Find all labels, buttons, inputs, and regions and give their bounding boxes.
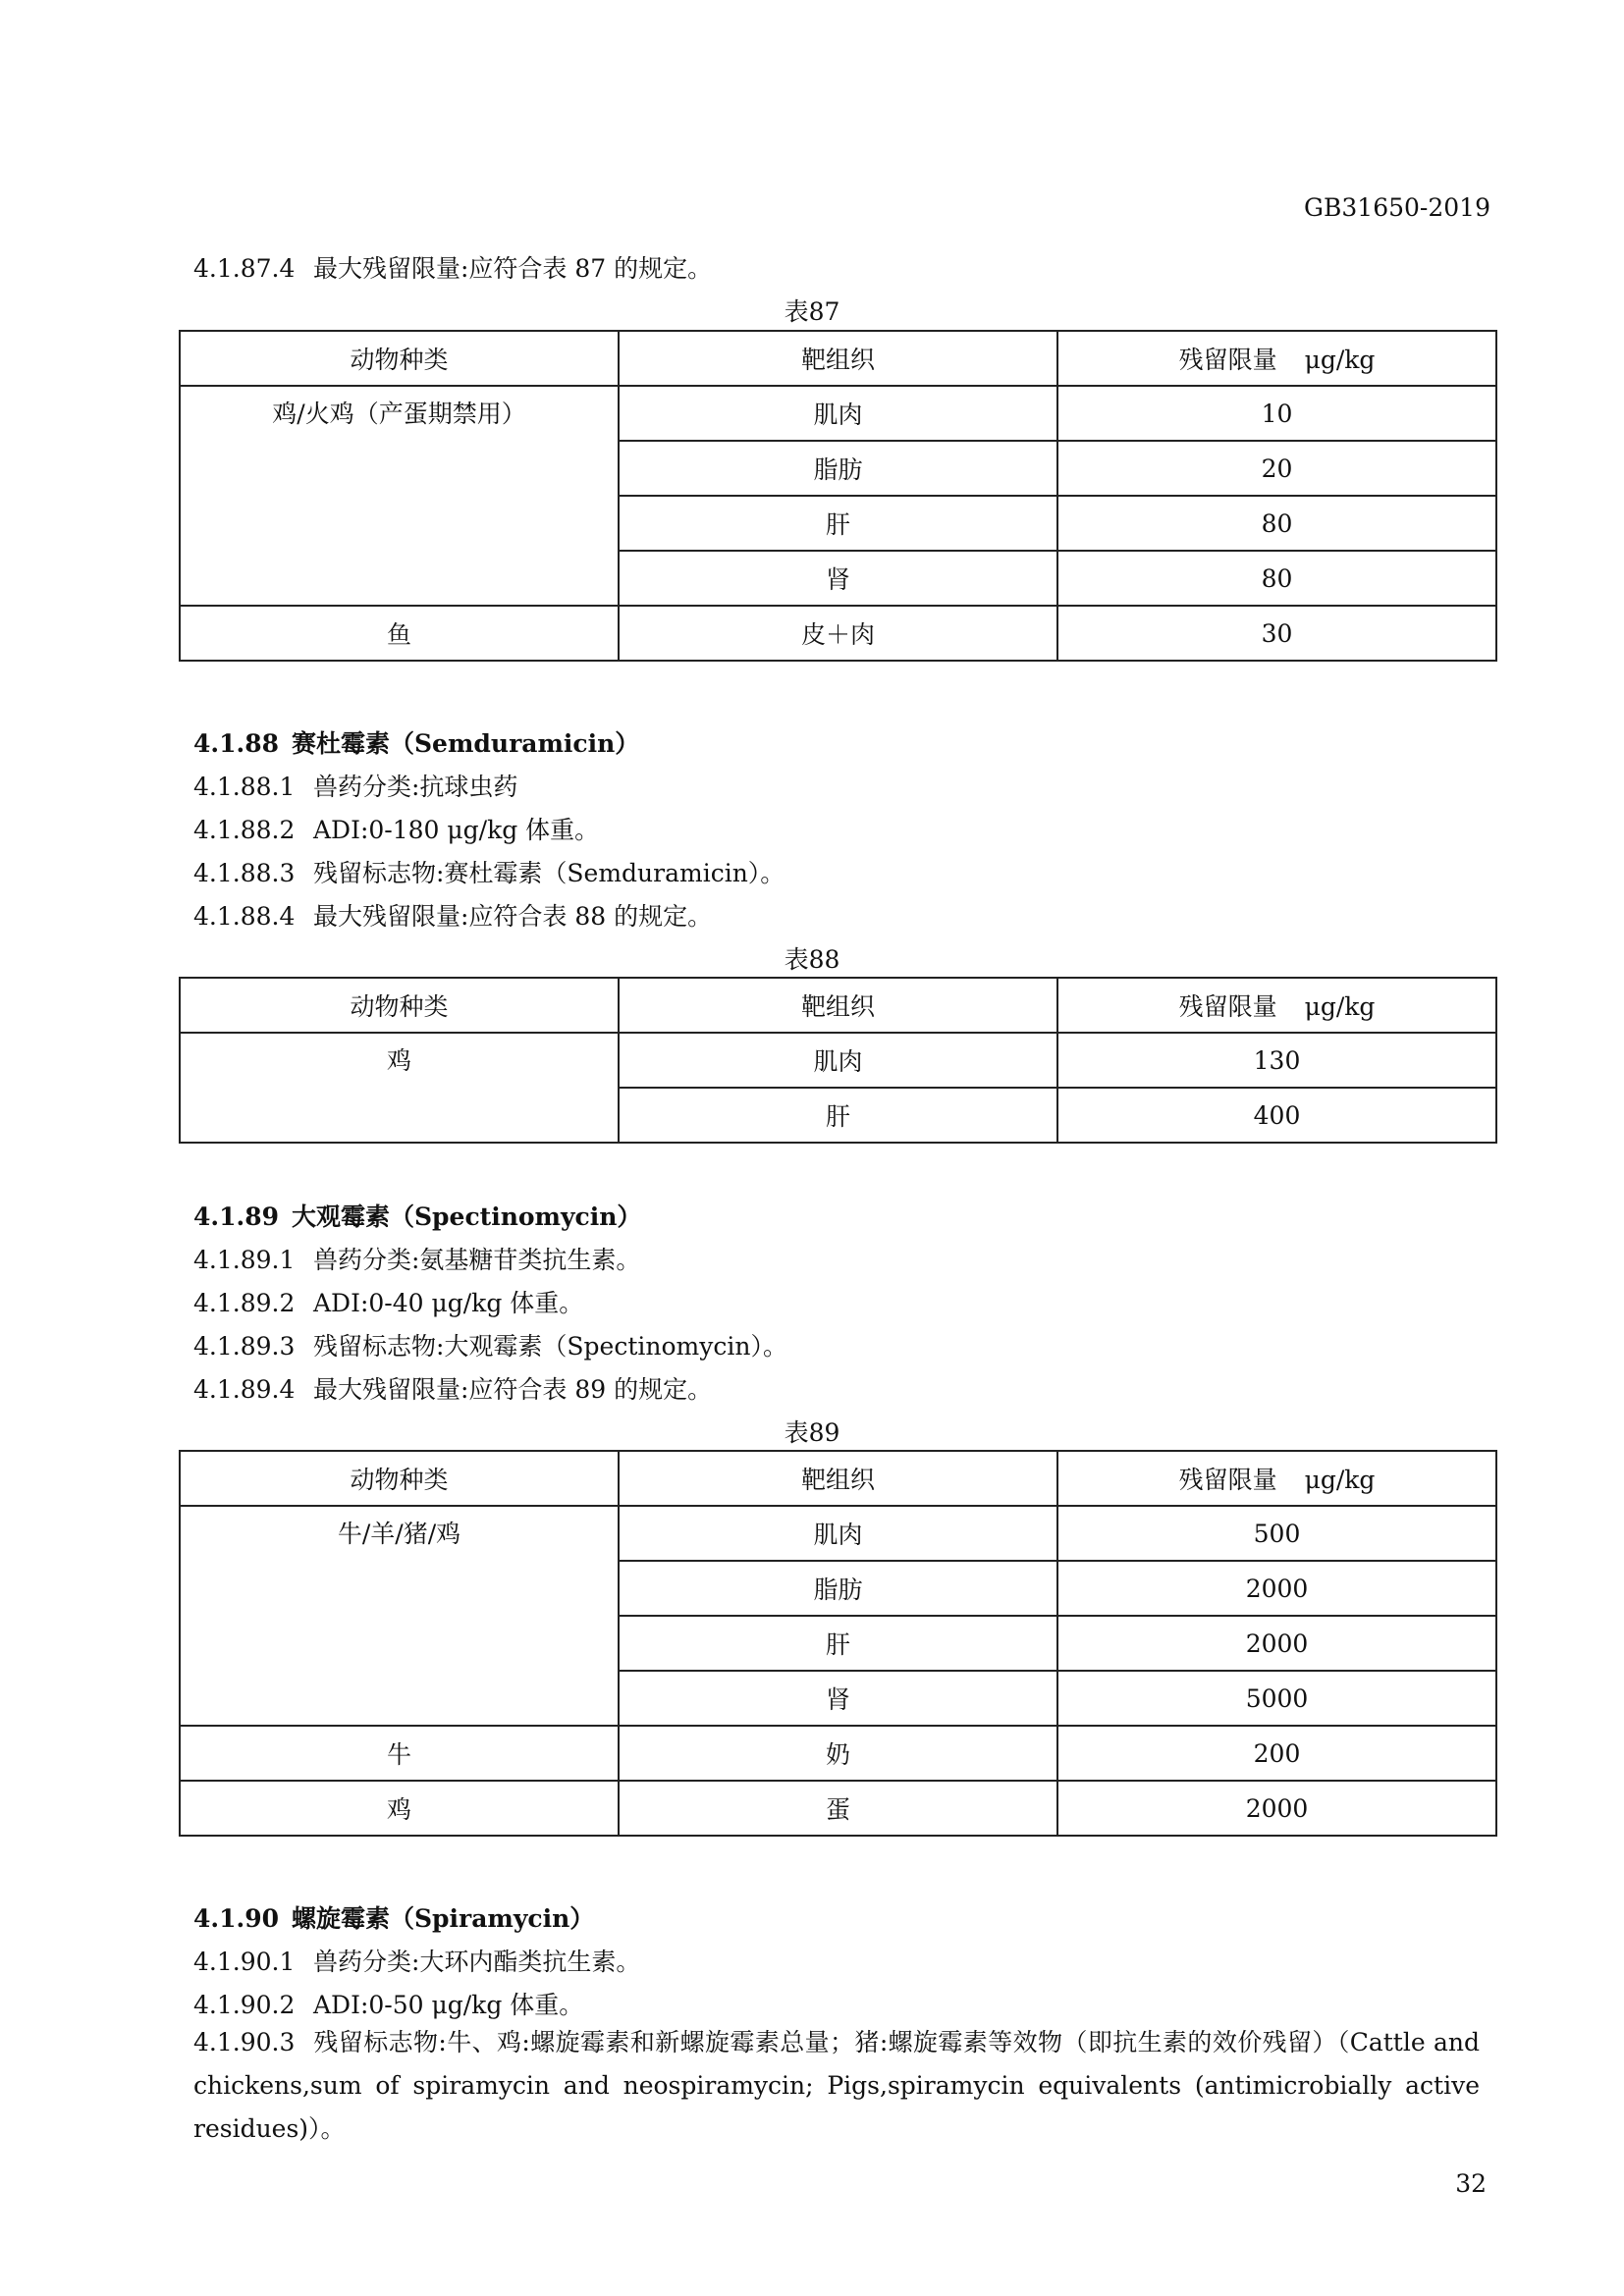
header-limit [1057, 978, 1496, 1033]
table-header-row [180, 331, 1496, 386]
clause-4-1-89-2 [193, 1284, 583, 1319]
header-species: 动物种类 [180, 331, 619, 386]
heading-number: 4.1.88 [193, 729, 279, 758]
species-cell: 鱼 [180, 606, 619, 661]
species-cell: 鸡 [180, 1033, 619, 1143]
clause-number: 4.1.88.2 [193, 816, 296, 844]
table-row [180, 386, 1496, 441]
table-row [180, 1781, 1496, 1836]
clause-text: 残留标志物:大观霉素（Spectinomycin）。 [313, 1332, 787, 1361]
header-limit [1057, 1451, 1496, 1506]
species-cell: 鸡 [180, 1781, 619, 1836]
clause-text: 兽药分类:抗球虫药 [313, 773, 518, 801]
tissue-cell: 脂肪 [619, 1561, 1057, 1616]
clause-number: 4.1.88.3 [193, 859, 296, 887]
clause-number: 4.1.89.2 [193, 1289, 296, 1317]
clause-text: 最大残留限量:应符合表 88 的规定。 [313, 902, 713, 931]
tissue-cell: 肝 [619, 1088, 1057, 1143]
clause-text: 残留标志物:牛、鸡:螺旋霉素和新螺旋霉素总量；猪:螺旋霉素等效物（即抗生素的效价残留）（Cattle and chickens,sum of spiramycin and neospiramycin; Pigs,spiramycin equivalents (antimicrobially active residues)）。 [193, 2028, 1480, 2143]
clause-4-1-90-3 [193, 2021, 1480, 2151]
heading-text: 大观霉素（Spectinomycin） [292, 1202, 642, 1231]
clause-4-1-90-1 [193, 1943, 640, 1978]
limit-cell: 80 [1057, 551, 1496, 606]
table-row [180, 1506, 1496, 1561]
table-87 [179, 330, 1497, 662]
clause-4-1-88-3 [193, 854, 785, 889]
table-header-row [180, 1451, 1496, 1506]
tissue-cell: 肌肉 [619, 1033, 1057, 1088]
heading-number: 4.1.89 [193, 1202, 279, 1231]
clause-number: 4.1.88.1 [193, 773, 296, 801]
limit-cell: 2000 [1057, 1781, 1496, 1836]
clause-text: 最大残留限量:应符合表 87 的规定。 [313, 254, 713, 283]
header-tissue: 靶组织 [619, 1451, 1057, 1506]
clause-number: 4.1.89.3 [193, 1332, 296, 1361]
clause-text: 兽药分类:氨基糖苷类抗生素。 [313, 1246, 641, 1274]
table-header-row [180, 978, 1496, 1033]
clause-number: 4.1.88.4 [193, 902, 296, 931]
page-number: 32 [1455, 2169, 1487, 2198]
clause-4-1-89-4 [193, 1370, 712, 1406]
header-limit-label: 残留限量 [1178, 346, 1277, 374]
limit-cell: 500 [1057, 1506, 1496, 1561]
tissue-cell: 肝 [619, 496, 1057, 551]
table-row [180, 1033, 1496, 1088]
limit-cell: 30 [1057, 606, 1496, 661]
species-cell: 牛 [180, 1726, 619, 1781]
header-unit: μg/kg [1304, 1466, 1376, 1494]
clause-4-1-87-4 [193, 249, 712, 285]
table-88-caption: 表88 [784, 945, 840, 974]
limit-cell: 10 [1057, 386, 1496, 441]
section-heading-4-1-89 [193, 1198, 641, 1233]
clause-text: 最大残留限量:应符合表 89 的规定。 [313, 1375, 713, 1404]
standard-code: GB31650-2019 [1304, 193, 1490, 222]
clause-number: 4.1.89.1 [193, 1246, 296, 1274]
header-limit-label: 残留限量 [1178, 992, 1277, 1021]
clause-text: ADI:0-180 μg/kg 体重。 [313, 816, 600, 844]
clause-text: ADI:0-40 μg/kg 体重。 [313, 1289, 584, 1317]
tissue-cell: 肝 [619, 1616, 1057, 1671]
clause-number: 4.1.89.4 [193, 1375, 296, 1404]
limit-cell: 200 [1057, 1726, 1496, 1781]
table-row [180, 606, 1496, 661]
clause-text: 兽药分类:大环内酯类抗生素。 [313, 1948, 641, 1976]
species-cell: 牛/羊/猪/鸡 [180, 1506, 619, 1726]
clause-4-1-88-2 [193, 811, 599, 846]
limit-cell: 2000 [1057, 1616, 1496, 1671]
clause-4-1-88-4 [193, 897, 712, 933]
header-species: 动物种类 [180, 1451, 619, 1506]
tissue-cell: 肌肉 [619, 386, 1057, 441]
clause-4-1-90-2 [193, 1986, 583, 2021]
clause-number: 4.1.90.1 [193, 1948, 296, 1976]
header-limit [1057, 331, 1496, 386]
tissue-cell: 皮＋肉 [619, 606, 1057, 661]
header-limit-label: 残留限量 [1178, 1466, 1277, 1494]
table-89 [179, 1450, 1497, 1837]
header-tissue: 靶组织 [619, 978, 1057, 1033]
clause-text: 残留标志物:赛杜霉素（Semduramicin）。 [313, 859, 785, 887]
tissue-cell: 奶 [619, 1726, 1057, 1781]
table-88 [179, 977, 1497, 1144]
clause-number: 4.1.90.2 [193, 1991, 296, 2019]
tissue-cell: 肌肉 [619, 1506, 1057, 1561]
heading-text: 螺旋霉素（Spiramycin） [292, 1904, 595, 1933]
tissue-cell: 蛋 [619, 1781, 1057, 1836]
clause-4-1-89-1 [193, 1241, 640, 1276]
header-unit: μg/kg [1304, 346, 1376, 374]
table-row [180, 1726, 1496, 1781]
limit-cell: 2000 [1057, 1561, 1496, 1616]
limit-cell: 5000 [1057, 1671, 1496, 1726]
table-89-caption: 表89 [784, 1418, 840, 1447]
limit-cell: 400 [1057, 1088, 1496, 1143]
species-cell: 鸡/火鸡（产蛋期禁用） [180, 386, 619, 606]
limit-cell: 20 [1057, 441, 1496, 496]
section-heading-4-1-90 [193, 1899, 594, 1935]
heading-text: 赛杜霉素（Semduramicin） [292, 729, 640, 758]
clause-number: 4.1.90.3 [193, 2028, 296, 2056]
tissue-cell: 肾 [619, 551, 1057, 606]
table-87-caption: 表87 [784, 297, 840, 326]
clause-number: 4.1.87.4 [193, 254, 296, 283]
tissue-cell: 脂肪 [619, 441, 1057, 496]
clause-4-1-89-3 [193, 1327, 787, 1362]
clause-text: ADI:0-50 μg/kg 体重。 [313, 1991, 584, 2019]
section-heading-4-1-88 [193, 724, 639, 760]
header-species: 动物种类 [180, 978, 619, 1033]
tissue-cell: 肾 [619, 1671, 1057, 1726]
limit-cell: 80 [1057, 496, 1496, 551]
heading-number: 4.1.90 [193, 1904, 279, 1933]
header-unit: μg/kg [1304, 992, 1376, 1021]
clause-4-1-88-1 [193, 768, 517, 803]
limit-cell: 130 [1057, 1033, 1496, 1088]
header-tissue: 靶组织 [619, 331, 1057, 386]
